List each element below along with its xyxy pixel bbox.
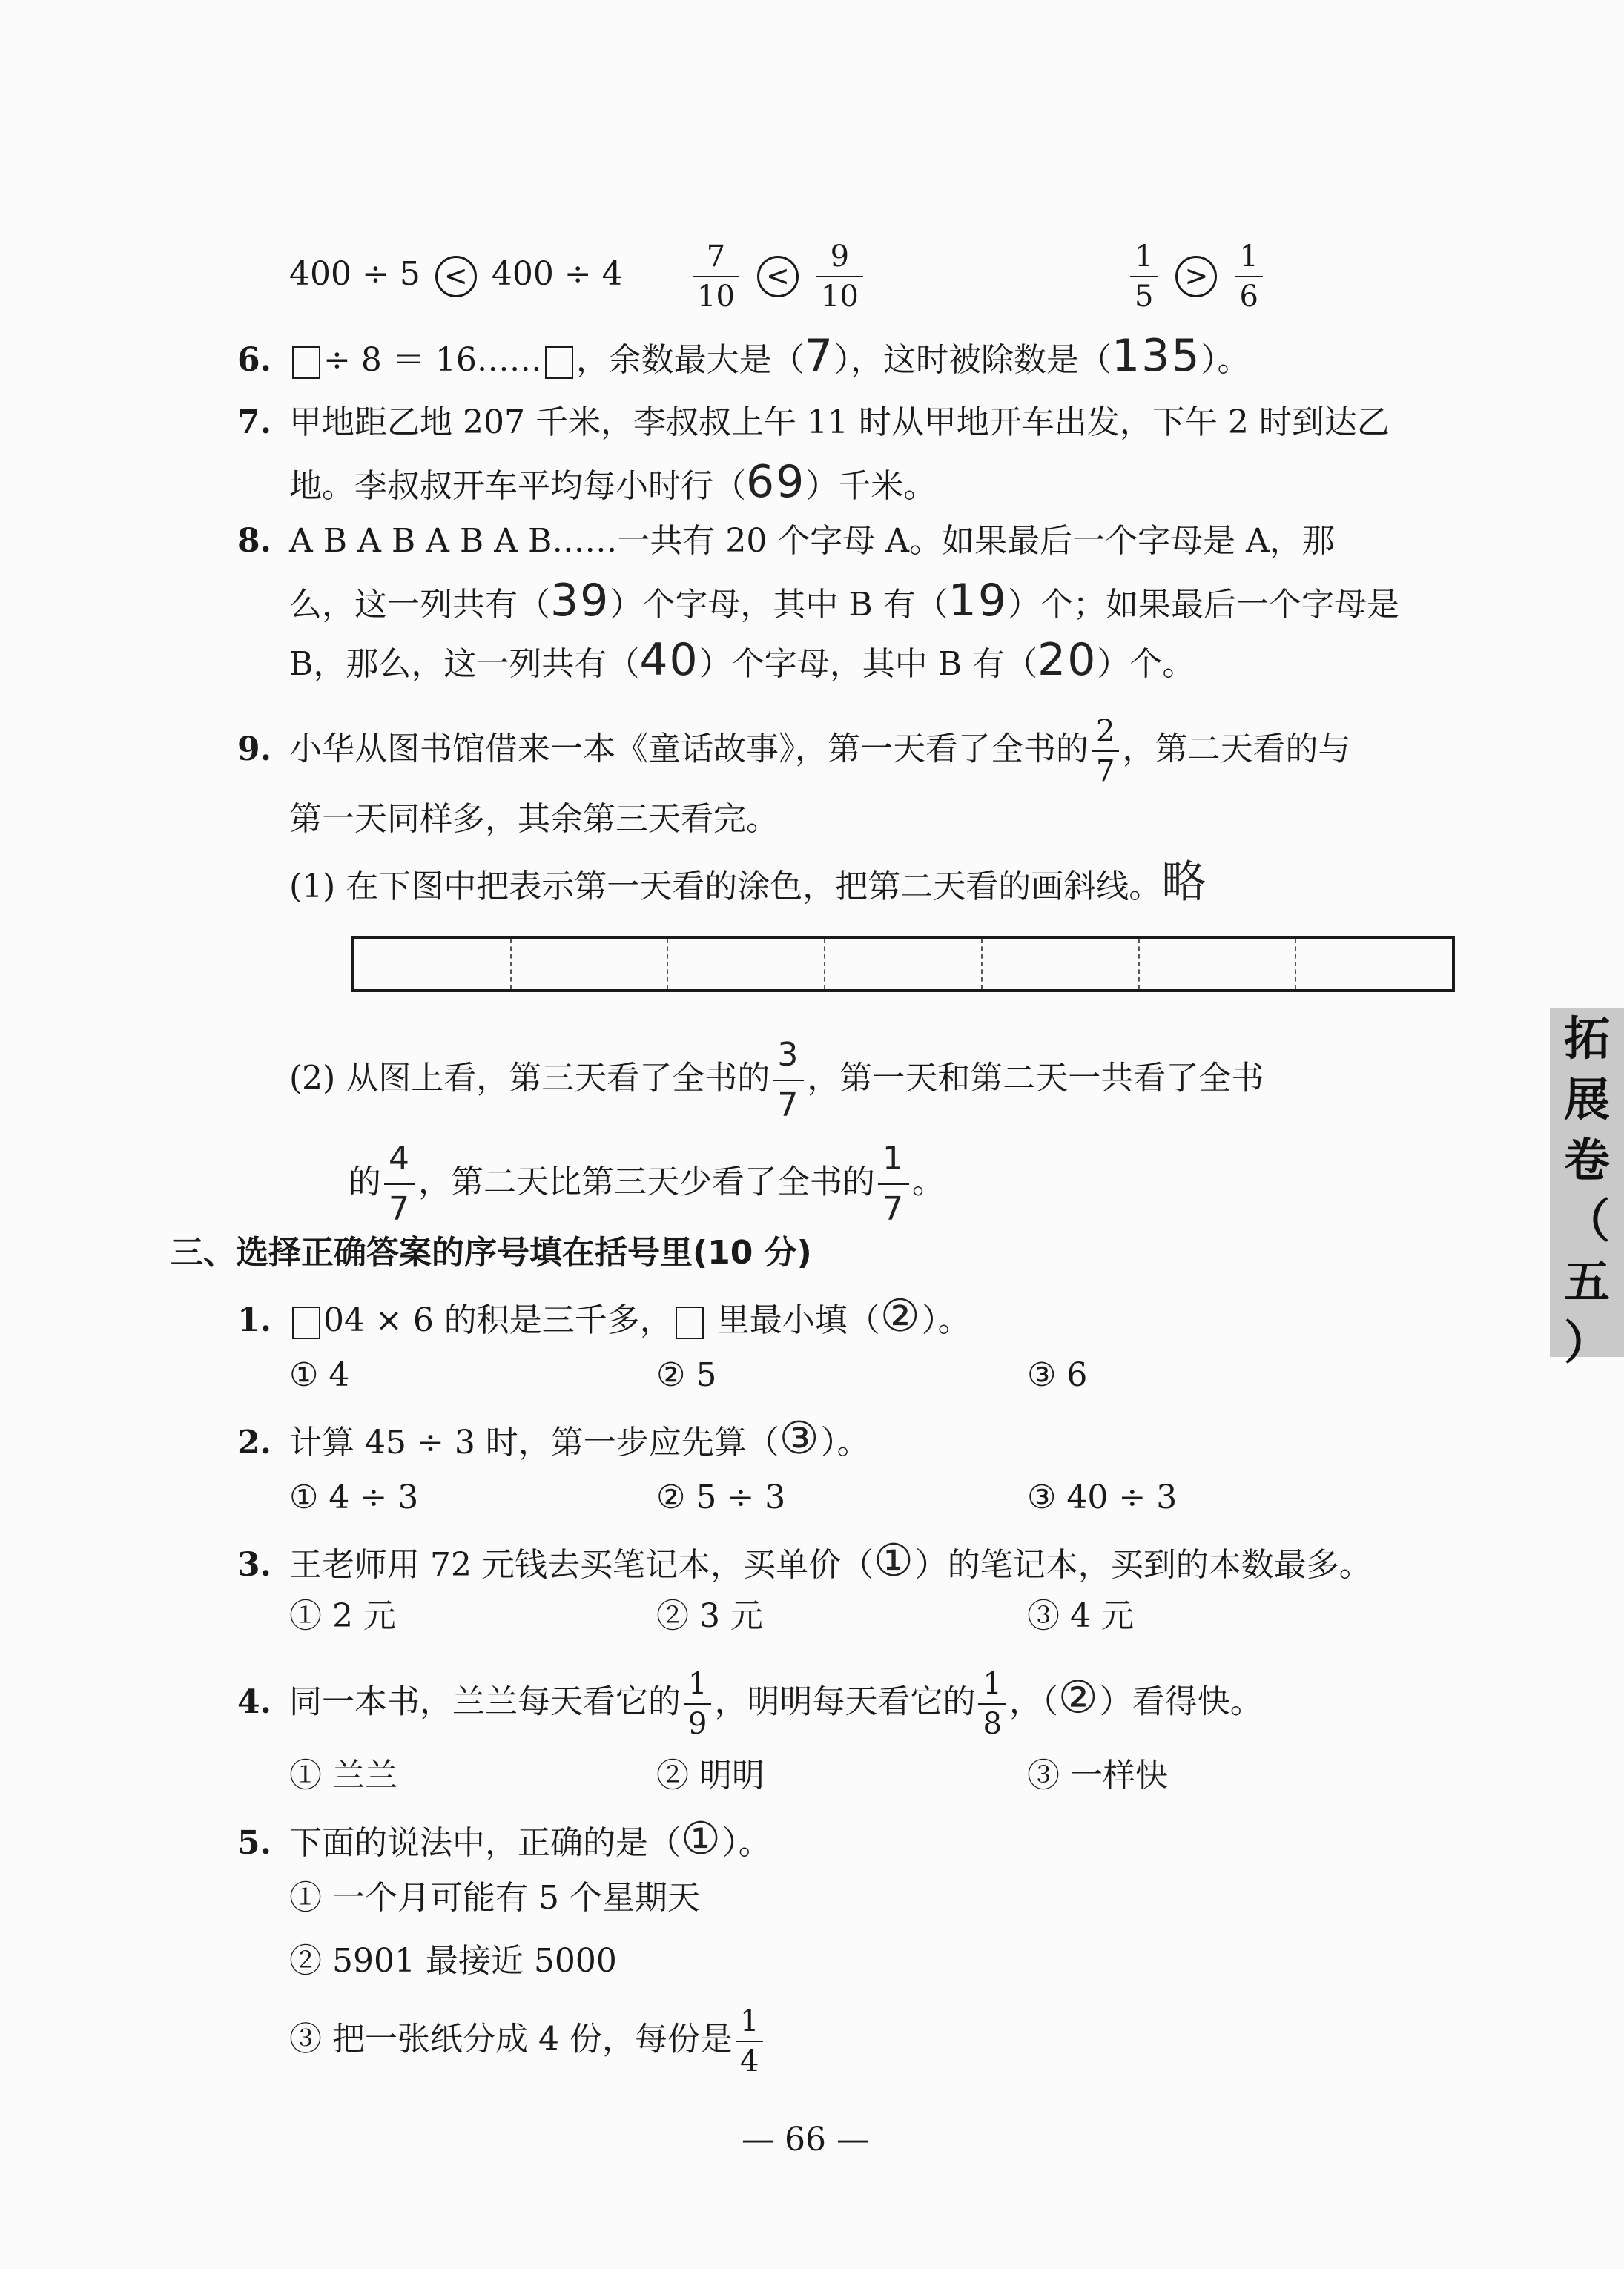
- blank-box: [545, 346, 573, 379]
- fraction: $\frac{1}{7}$: [878, 1134, 909, 1234]
- compare-answer: <: [757, 256, 799, 297]
- option-3: ③ 40 ÷ 3: [1027, 1479, 1178, 1516]
- bar-segment: [354, 939, 512, 989]
- fraction: $\frac{1}{4}$: [736, 2002, 763, 2081]
- handwritten-answer: ①: [681, 1813, 722, 1865]
- option-1: ① 一个月可能有 5 个星期天: [289, 1879, 700, 1917]
- handwritten-answer: 40: [639, 634, 699, 686]
- fraction: $\frac{4}{7}$: [384, 1134, 415, 1234]
- option-2: ② 5 ÷ 3: [656, 1479, 786, 1516]
- bar-segment: [1296, 939, 1452, 989]
- blank-box: [292, 1307, 320, 1339]
- handwritten-answer: ①: [873, 1535, 915, 1587]
- option-1: ① 2 元: [289, 1597, 396, 1635]
- option-2: ② 明明: [656, 1757, 765, 1794]
- handwritten-answer: ③: [779, 1413, 821, 1464]
- fraction: $\frac{2}{7}$: [1092, 712, 1119, 790]
- option-1: ① 兰兰: [289, 1757, 397, 1794]
- q5-compare-b: [690, 237, 866, 316]
- fraction: $\frac{7}{10}$: [693, 237, 739, 316]
- option-1: ① 4 ÷ 3: [289, 1479, 419, 1516]
- fraction: $\frac{1}{8}$: [978, 1665, 1006, 1743]
- option-3: ③ 6: [1027, 1356, 1088, 1394]
- option-3: ③ 把一张纸分成 4 份，每份是 $\frac{1}{4}$: [289, 2002, 766, 2081]
- handwritten-answer: ②: [879, 1290, 922, 1342]
- compare-right: 400 ÷ 4: [491, 255, 623, 293]
- choice-question-1: 1. 04 × 6 的积是三千多， 里最小填（②）。: [237, 1290, 971, 1342]
- section-3-title: 三、选择正确答案的序号填在括号里(10 分): [171, 1234, 812, 1272]
- question-9-part-1: (1) 在下图中把表示第一天看的涂色，把第二天看的画斜线。略: [289, 856, 1208, 908]
- blank-box: [676, 1307, 704, 1339]
- question-9-part-2: (2) 从图上看，第三天看了全书的 $\frac{3}{7}$ ，第一天和第二天一共看了全书: [289, 1031, 1264, 1130]
- choice-question-2: 2. 计算 45 ÷ 3 时，第一步应先算（③）。: [237, 1413, 870, 1464]
- question-9-part-2-line-2: 的 $\frac{4}{7}$ ，第二天比第三天少看了全书的 $\frac{1}{7}$ 。: [349, 1134, 945, 1234]
- compare-left: 400 ÷ 5: [289, 255, 420, 293]
- fraction: $\frac{1}{6}$: [1235, 237, 1262, 316]
- question-7: 7. 甲地距乙地 207 千米，李叔叔上午 11 时从甲地开车出发，下午 2 时到达乙: [237, 403, 1390, 441]
- choice-question-3: 3. 王老师用 72 元钱去买笔记本，买单价（①）的笔记本，买到的本数最多。: [237, 1535, 1372, 1587]
- fraction: $\frac{1}{9}$: [684, 1665, 711, 1743]
- compare-answer: <: [435, 256, 477, 297]
- bar-segment: [1140, 939, 1297, 989]
- question-9: 9. 小华从图书馆借来一本《童话故事》，第一天看了全书的 $\frac{2}{7}$ ，第二天看的与: [237, 712, 1350, 790]
- question-6: 6. ÷ 8 ＝ 16…… ，余数最大是（7），这时被除数是（135）。: [237, 330, 1250, 382]
- question-8-line-2: 么，这一列共有（39）个字母，其中 B 有（19）个；如果最后一个字母是: [289, 575, 1400, 627]
- option-3: ③ 4 元: [1027, 1597, 1134, 1635]
- handwritten-answer: 19: [948, 575, 1009, 627]
- compare-answer: >: [1175, 256, 1217, 297]
- question-8-line-3: B，那么，这一列共有（40）个字母，其中 B 有（20）个。: [289, 634, 1195, 686]
- choice-question-5: 5. 下面的说法中，正确的是（①）。: [237, 1813, 771, 1865]
- bar-segment: [983, 939, 1140, 989]
- q5-compare-a: [289, 252, 623, 297]
- question-7-line-2: 地。李叔叔开车平均每小时行（69）千米。: [289, 456, 937, 508]
- option-3: ③ 一样快: [1027, 1757, 1168, 1794]
- choice-question-4: 4. 同一本书，兰兰每天看它的 $\frac{1}{9}$ ，明明每天看它的 $\frac{1}{8}$ ，（②）看得快。: [237, 1665, 1263, 1743]
- page-number: — 66 —: [742, 2121, 869, 2159]
- question-9-line-2: 第一天同样多，其余第三天看完。: [289, 800, 779, 838]
- option-2: ② 5: [656, 1356, 717, 1394]
- fraction: $\frac{1}{5}$: [1130, 237, 1158, 316]
- handwritten-answer: 39: [550, 575, 610, 627]
- blank-box: [292, 346, 320, 379]
- handwritten-answer: 20: [1037, 634, 1097, 686]
- question-8: 8. A B A B A B A B……一共有 20 个字母 A。如果最后一个字母是 A，那: [237, 522, 1335, 560]
- handwritten-answer: ②: [1057, 1671, 1100, 1724]
- q5-compare-c: [1127, 237, 1266, 316]
- bar-segment: [668, 939, 825, 989]
- option-2: ② 5901 最接近 5000: [289, 1942, 617, 1980]
- bar-segment: [512, 939, 669, 989]
- option-1: ① 4: [289, 1356, 350, 1394]
- handwritten-answer: 69: [746, 456, 806, 508]
- option-2: ② 3 元: [656, 1597, 763, 1635]
- handwritten-answer: 135: [1112, 330, 1201, 382]
- bar-segment: [825, 939, 983, 989]
- fraction: $\frac{3}{7}$: [773, 1031, 804, 1130]
- handwritten-answer: 略: [1161, 856, 1208, 908]
- handwritten-answer: 7: [804, 330, 834, 382]
- side-tab-label: 拓 展 卷 （ 五 ）: [1550, 1008, 1624, 1357]
- fraction-bar-diagram: [351, 936, 1455, 992]
- fraction: $\frac{9}{10}$: [816, 237, 863, 316]
